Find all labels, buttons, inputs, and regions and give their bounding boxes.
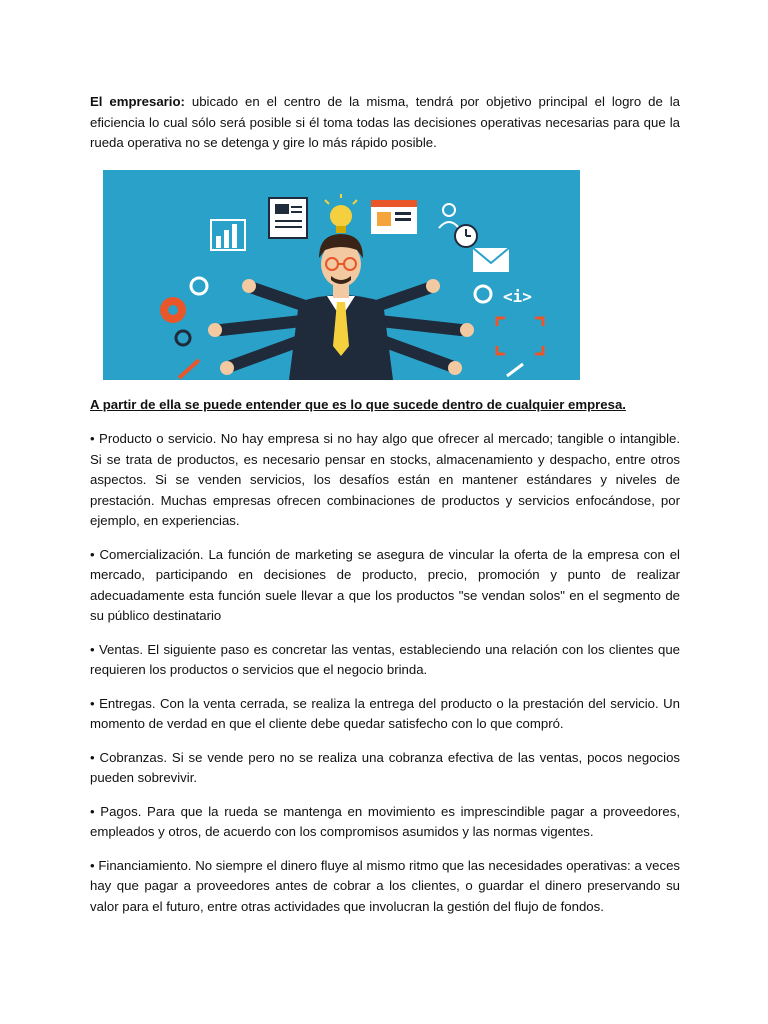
envelope-icon [473, 248, 509, 272]
list-item-ventas: • Ventas. El siguiente paso es concretar las ventas, estableciendo una relación con los clientes que requieren los productos o servicios que el negocio brinda. [90, 641, 680, 677]
list-item-comercializacion: • Comercialización. La función de marketing se asegura de vincular la oferta de la empresa con el mercado, participando en decisiones de producto, precio, promoción y punto de realizar adecuadamente esta función suele llevar a que los productos "se vendan solos" en el segmento de su público destinatario [90, 546, 680, 623]
list-item-cobranzas: • Cobranzas. Si se vende pero no se realiza una cobranza efectiva de las ventas, pocos negocios pueden sobrevivir. [90, 749, 680, 785]
document-icon [269, 198, 307, 238]
intro-label: El empresario: [90, 94, 185, 109]
browser-window-icon [371, 200, 417, 234]
list-item-financiamiento: • Financiamiento. No siempre el dinero fluye al mismo ritmo que las necesidades operativas: a veces hay que pagar a proveedores antes de cobrar a los clientes, o guardar el dinero preservando su valor para el futuro, entre otras actividades que involucran la gestión del flujo de fondos. [90, 857, 680, 914]
focus-frame-icon [497, 318, 543, 354]
businessman-figure [208, 234, 474, 380]
code-icon [503, 287, 532, 306]
bar-chart-icon [211, 220, 245, 250]
illustration-svg [103, 170, 580, 380]
list-item-pagos: • Pagos. Para que la rueda se mantenga en movimiento es imprescindible pagar a proveedores, empleados y otros, de acuerdo con los compromisos asumidos y las normas vigentes. [90, 803, 680, 839]
document-page [90, 92, 680, 930]
svg-text:<i>: <i> [503, 286, 532, 306]
list-item-entregas: • Entregas. Con la venta cerrada, se realiza la entrega del producto o la prestación del servicio. Un momento de verdad en que el cliente debe quedar satisfecho con lo que compró. [90, 695, 680, 731]
lightbulb-icon [325, 194, 357, 233]
user-clock-icon [439, 204, 477, 247]
section-heading: A partir de ella se puede entender que es lo que sucede dentro de cualquier empresa. [90, 396, 626, 412]
intro-paragraph [90, 92, 680, 154]
businessman-illustration [103, 170, 580, 380]
intro-text: ubicado en el centro de la misma, tendrá por objetivo principal el logro de la eficiencia lo cual sólo será posible si él toma todas las decisiones operativas necesarias para que la rueda operativa no se detenga y gire lo más rápido posible. [90, 94, 681, 150]
list-item-producto: • Producto o servicio. No hay empresa si no hay algo que ofrecer al mercado; tangible o intangible. Si se trata de productos, es necesario pensar en stocks, almacenamiento y despacho, entre otros aspectos. Si se venden servicios, los desafíos están en mantener estándares y niveles de prestación. Muchas empresas ofrecen combinaciones de productos y servicios enfocándose, por ejemplo, en experiencias. [90, 431, 680, 528]
